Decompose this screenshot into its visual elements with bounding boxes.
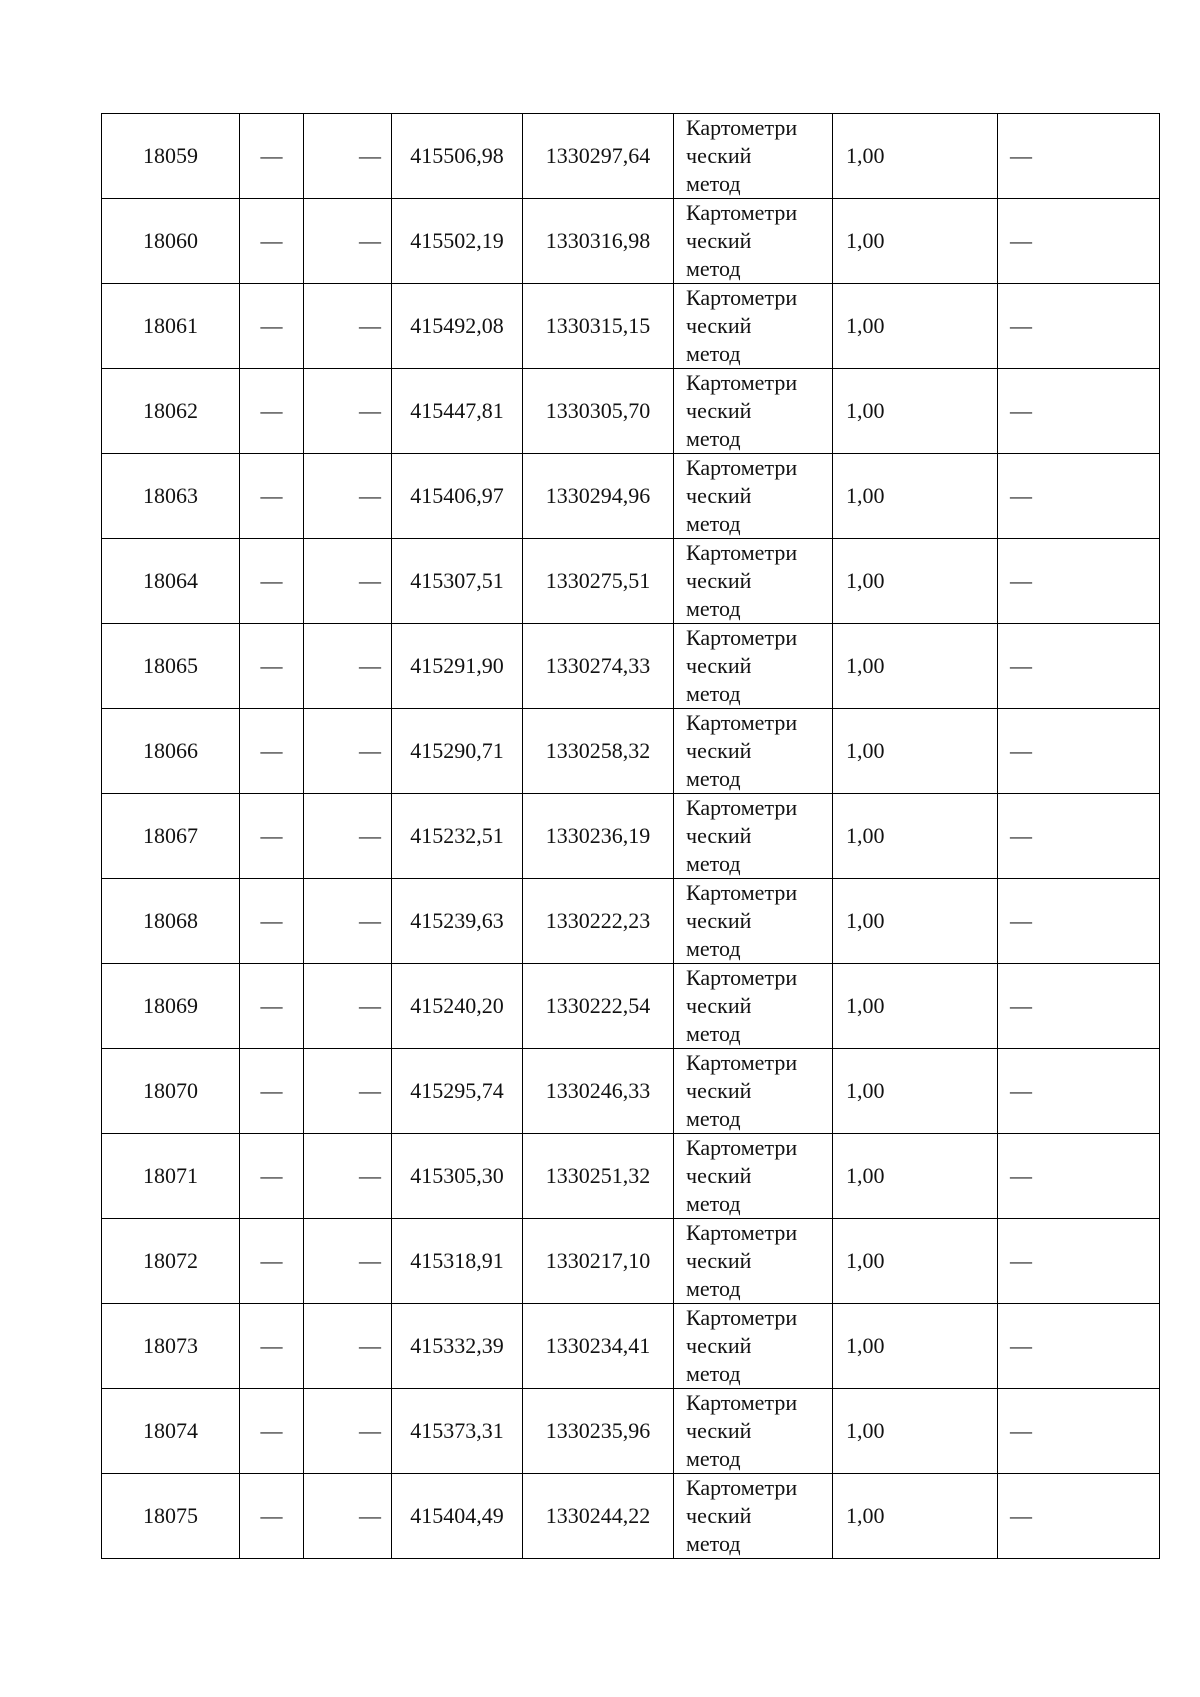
y-coordinate-cell xyxy=(523,1304,674,1389)
x-coordinate-text: 415502,19 xyxy=(410,228,504,253)
y-coordinate-text: 1330297,64 xyxy=(545,143,651,168)
empty-value-cell-3 xyxy=(998,539,1160,624)
point-number-cell xyxy=(102,1389,240,1474)
dash-placeholder: — xyxy=(359,908,381,933)
empty-value-cell-1 xyxy=(240,369,304,454)
empty-value-cell-1 xyxy=(240,964,304,1049)
dash-placeholder: — xyxy=(260,1163,283,1188)
empty-value-cell-2 xyxy=(304,1474,392,1559)
table-row xyxy=(102,454,1160,539)
method-text: Картометри ческий метод xyxy=(686,1050,798,1131)
y-coordinate-cell xyxy=(523,1219,674,1304)
precision-cell xyxy=(833,1389,998,1474)
precision-cell xyxy=(833,1219,998,1304)
empty-value-cell-2 xyxy=(304,454,392,539)
y-coordinate-text: 1330294,96 xyxy=(545,483,651,508)
dash-placeholder: — xyxy=(359,228,381,253)
precision-text: 1,00 xyxy=(846,1163,885,1188)
empty-value-cell-3 xyxy=(998,369,1160,454)
dash-placeholder: — xyxy=(260,1333,283,1358)
x-coordinate-cell xyxy=(392,1219,523,1304)
precision-text: 1,00 xyxy=(846,143,885,168)
empty-value-cell-2 xyxy=(304,539,392,624)
dash-placeholder: — xyxy=(1010,653,1032,678)
empty-value-cell-3 xyxy=(998,879,1160,964)
method-text: Картометри ческий метод xyxy=(686,795,798,876)
x-coordinate-cell xyxy=(392,199,523,284)
coordinates-table xyxy=(101,113,1160,1559)
point-number-text: 18068 xyxy=(143,908,198,933)
method-text: Картометри ческий метод xyxy=(686,710,798,791)
point-number-cell xyxy=(102,1049,240,1134)
y-coordinate-text: 1330316,98 xyxy=(545,228,651,253)
table-row xyxy=(102,1049,1160,1134)
dash-placeholder: — xyxy=(359,823,381,848)
x-coordinate-cell xyxy=(392,539,523,624)
method-text: Картометри ческий метод xyxy=(686,1390,798,1471)
x-coordinate-text: 415305,30 xyxy=(410,1163,504,1188)
point-number-text: 18061 xyxy=(143,313,198,338)
empty-value-cell-3 xyxy=(998,794,1160,879)
empty-value-cell-3 xyxy=(998,964,1160,1049)
empty-value-cell-1 xyxy=(240,539,304,624)
precision-text: 1,00 xyxy=(846,993,885,1018)
dash-placeholder: — xyxy=(359,1333,381,1358)
empty-value-cell-1 xyxy=(240,1304,304,1389)
point-number-cell xyxy=(102,114,240,199)
precision-cell xyxy=(833,1474,998,1559)
x-coordinate-cell xyxy=(392,1304,523,1389)
method-text: Картометри ческий метод xyxy=(686,1220,798,1301)
dash-placeholder: — xyxy=(260,568,283,593)
precision-text: 1,00 xyxy=(846,398,885,423)
y-coordinate-cell xyxy=(523,284,674,369)
y-coordinate-text: 1330251,32 xyxy=(545,1163,651,1188)
dash-placeholder: — xyxy=(260,908,283,933)
y-coordinate-cell xyxy=(523,879,674,964)
empty-value-cell-1 xyxy=(240,794,304,879)
empty-value-cell-1 xyxy=(240,114,304,199)
x-coordinate-text: 415406,97 xyxy=(410,483,504,508)
precision-cell xyxy=(833,369,998,454)
point-number-cell xyxy=(102,879,240,964)
dash-placeholder: — xyxy=(359,653,381,678)
empty-value-cell-3 xyxy=(998,114,1160,199)
point-number-cell xyxy=(102,624,240,709)
y-coordinate-cell xyxy=(523,199,674,284)
point-number-cell xyxy=(102,1304,240,1389)
point-number-text: 18072 xyxy=(143,1248,198,1273)
method-text: Картометри ческий метод xyxy=(686,1475,798,1556)
point-number-text: 18071 xyxy=(143,1163,198,1188)
dash-placeholder: — xyxy=(359,313,381,338)
empty-value-cell-1 xyxy=(240,1474,304,1559)
table-row xyxy=(102,539,1160,624)
dash-placeholder: — xyxy=(1010,143,1032,168)
dash-placeholder: — xyxy=(1010,313,1032,338)
precision-cell xyxy=(833,1304,998,1389)
precision-text: 1,00 xyxy=(846,823,885,848)
precision-text: 1,00 xyxy=(846,228,885,253)
dash-placeholder: — xyxy=(260,143,283,168)
method-cell xyxy=(674,1389,833,1474)
y-coordinate-cell xyxy=(523,1049,674,1134)
empty-value-cell-3 xyxy=(998,1219,1160,1304)
dash-placeholder: — xyxy=(359,1163,381,1188)
empty-value-cell-3 xyxy=(998,1134,1160,1219)
point-number-text: 18063 xyxy=(143,483,198,508)
method-cell xyxy=(674,114,833,199)
x-coordinate-text: 415492,08 xyxy=(410,313,504,338)
dash-placeholder: — xyxy=(260,1503,283,1528)
y-coordinate-cell xyxy=(523,1389,674,1474)
empty-value-cell-3 xyxy=(998,454,1160,539)
dash-placeholder: — xyxy=(359,1078,381,1103)
document-page xyxy=(101,113,1159,1559)
method-text: Картометри ческий метод xyxy=(686,455,798,536)
precision-text: 1,00 xyxy=(846,908,885,933)
precision-cell xyxy=(833,1134,998,1219)
y-coordinate-text: 1330217,10 xyxy=(545,1248,651,1273)
dash-placeholder: — xyxy=(1010,1418,1032,1443)
empty-value-cell-3 xyxy=(998,624,1160,709)
x-coordinate-cell xyxy=(392,879,523,964)
point-number-cell xyxy=(102,709,240,794)
precision-cell xyxy=(833,794,998,879)
empty-value-cell-2 xyxy=(304,1049,392,1134)
empty-value-cell-3 xyxy=(998,284,1160,369)
dash-placeholder: — xyxy=(260,313,283,338)
x-coordinate-text: 415290,71 xyxy=(410,738,504,763)
precision-cell xyxy=(833,624,998,709)
empty-value-cell-1 xyxy=(240,709,304,794)
empty-value-cell-1 xyxy=(240,284,304,369)
y-coordinate-cell xyxy=(523,709,674,794)
y-coordinate-text: 1330222,23 xyxy=(545,908,651,933)
empty-value-cell-2 xyxy=(304,624,392,709)
dash-placeholder: — xyxy=(1010,908,1032,933)
precision-text: 1,00 xyxy=(846,568,885,593)
point-number-cell xyxy=(102,794,240,879)
empty-value-cell-2 xyxy=(304,794,392,879)
point-number-cell xyxy=(102,284,240,369)
dash-placeholder: — xyxy=(1010,1333,1032,1358)
dash-placeholder: — xyxy=(1010,1078,1032,1103)
method-cell xyxy=(674,1304,833,1389)
method-cell xyxy=(674,539,833,624)
method-cell xyxy=(674,369,833,454)
point-number-text: 18067 xyxy=(143,823,198,848)
dash-placeholder: — xyxy=(1010,228,1032,253)
x-coordinate-cell xyxy=(392,1134,523,1219)
x-coordinate-text: 415291,90 xyxy=(410,653,504,678)
point-number-cell xyxy=(102,964,240,1049)
point-number-cell xyxy=(102,454,240,539)
x-coordinate-text: 415240,20 xyxy=(410,993,504,1018)
point-number-cell xyxy=(102,1134,240,1219)
method-cell xyxy=(674,964,833,1049)
empty-value-cell-2 xyxy=(304,1389,392,1474)
point-number-cell xyxy=(102,1474,240,1559)
x-coordinate-cell xyxy=(392,114,523,199)
y-coordinate-text: 1330246,33 xyxy=(545,1078,651,1103)
method-text: Картометри ческий метод xyxy=(686,1135,798,1216)
point-number-text: 18074 xyxy=(143,1418,198,1443)
table-row xyxy=(102,624,1160,709)
empty-value-cell-1 xyxy=(240,454,304,539)
empty-value-cell-1 xyxy=(240,1049,304,1134)
point-number-text: 18066 xyxy=(143,738,198,763)
dash-placeholder: — xyxy=(1010,568,1032,593)
x-coordinate-cell xyxy=(392,369,523,454)
method-cell xyxy=(674,454,833,539)
point-number-cell xyxy=(102,369,240,454)
y-coordinate-cell xyxy=(523,1474,674,1559)
precision-text: 1,00 xyxy=(846,1418,885,1443)
table-row xyxy=(102,879,1160,964)
method-cell xyxy=(674,709,833,794)
dash-placeholder: — xyxy=(1010,1503,1032,1528)
x-coordinate-cell xyxy=(392,1474,523,1559)
precision-text: 1,00 xyxy=(846,1503,885,1528)
empty-value-cell-3 xyxy=(998,1049,1160,1134)
x-coordinate-cell xyxy=(392,794,523,879)
x-coordinate-cell xyxy=(392,709,523,794)
dash-placeholder: — xyxy=(260,653,283,678)
empty-value-cell-1 xyxy=(240,1134,304,1219)
table-row xyxy=(102,284,1160,369)
method-text: Картометри ческий метод xyxy=(686,880,798,961)
dash-placeholder: — xyxy=(359,483,381,508)
empty-value-cell-2 xyxy=(304,284,392,369)
point-number-text: 18073 xyxy=(143,1333,198,1358)
y-coordinate-cell xyxy=(523,114,674,199)
y-coordinate-cell xyxy=(523,794,674,879)
x-coordinate-text: 415332,39 xyxy=(410,1333,504,1358)
point-number-text: 18059 xyxy=(143,143,198,168)
empty-value-cell-3 xyxy=(998,1389,1160,1474)
precision-cell xyxy=(833,1049,998,1134)
precision-text: 1,00 xyxy=(846,313,885,338)
precision-text: 1,00 xyxy=(846,738,885,763)
x-coordinate-cell xyxy=(392,1389,523,1474)
dash-placeholder: — xyxy=(260,738,283,763)
table-row xyxy=(102,709,1160,794)
x-coordinate-text: 415318,91 xyxy=(410,1248,504,1273)
method-cell xyxy=(674,624,833,709)
method-cell xyxy=(674,284,833,369)
dash-placeholder: — xyxy=(1010,993,1032,1018)
empty-value-cell-3 xyxy=(998,199,1160,284)
x-coordinate-cell xyxy=(392,284,523,369)
point-number-cell xyxy=(102,1219,240,1304)
empty-value-cell-3 xyxy=(998,1304,1160,1389)
y-coordinate-text: 1330236,19 xyxy=(545,823,651,848)
y-coordinate-text: 1330258,32 xyxy=(545,738,651,763)
method-cell xyxy=(674,794,833,879)
method-cell xyxy=(674,1049,833,1134)
precision-cell xyxy=(833,709,998,794)
empty-value-cell-3 xyxy=(998,1474,1160,1559)
table-row xyxy=(102,1389,1160,1474)
y-coordinate-text: 1330234,41 xyxy=(545,1333,651,1358)
point-number-text: 18062 xyxy=(143,398,198,423)
x-coordinate-text: 415232,51 xyxy=(410,823,504,848)
table-row xyxy=(102,369,1160,454)
method-cell xyxy=(674,1474,833,1559)
dash-placeholder: — xyxy=(1010,738,1032,763)
y-coordinate-cell xyxy=(523,369,674,454)
empty-value-cell-2 xyxy=(304,114,392,199)
dash-placeholder: — xyxy=(260,228,283,253)
table-body xyxy=(102,114,1160,1559)
x-coordinate-cell xyxy=(392,624,523,709)
y-coordinate-text: 1330274,33 xyxy=(545,653,651,678)
dash-placeholder: — xyxy=(1010,1248,1032,1273)
table-row xyxy=(102,794,1160,879)
empty-value-cell-1 xyxy=(240,879,304,964)
empty-value-cell-1 xyxy=(240,199,304,284)
precision-cell xyxy=(833,114,998,199)
empty-value-cell-2 xyxy=(304,1134,392,1219)
precision-cell xyxy=(833,284,998,369)
method-text: Картометри ческий метод xyxy=(686,965,798,1046)
y-coordinate-cell xyxy=(523,1134,674,1219)
method-text: Картометри ческий метод xyxy=(686,370,798,451)
empty-value-cell-2 xyxy=(304,964,392,1049)
dash-placeholder: — xyxy=(260,1248,283,1273)
method-text: Картометри ческий метод xyxy=(686,1305,798,1386)
point-number-text: 18069 xyxy=(143,993,198,1018)
y-coordinate-text: 1330305,70 xyxy=(545,398,651,423)
x-coordinate-text: 415295,74 xyxy=(410,1078,504,1103)
dash-placeholder: — xyxy=(359,143,381,168)
y-coordinate-text: 1330222,54 xyxy=(545,993,651,1018)
dash-placeholder: — xyxy=(260,993,283,1018)
method-cell xyxy=(674,1219,833,1304)
dash-placeholder: — xyxy=(260,823,283,848)
method-text: Картометри ческий метод xyxy=(686,200,798,281)
empty-value-cell-2 xyxy=(304,709,392,794)
precision-cell xyxy=(833,199,998,284)
dash-placeholder: — xyxy=(359,1418,381,1443)
method-text: Картометри ческий метод xyxy=(686,540,798,621)
table-row xyxy=(102,199,1160,284)
empty-value-cell-1 xyxy=(240,1219,304,1304)
y-coordinate-cell xyxy=(523,964,674,1049)
empty-value-cell-1 xyxy=(240,624,304,709)
table-row xyxy=(102,1304,1160,1389)
point-number-text: 18075 xyxy=(143,1503,198,1528)
x-coordinate-text: 415506,98 xyxy=(410,143,504,168)
dash-placeholder: — xyxy=(359,1248,381,1273)
dash-placeholder: — xyxy=(359,993,381,1018)
dash-placeholder: — xyxy=(260,1078,283,1103)
dash-placeholder: — xyxy=(359,398,381,423)
dash-placeholder: — xyxy=(1010,823,1032,848)
table-row xyxy=(102,114,1160,199)
empty-value-cell-2 xyxy=(304,199,392,284)
y-coordinate-text: 1330275,51 xyxy=(545,568,651,593)
y-coordinate-cell xyxy=(523,454,674,539)
precision-cell xyxy=(833,964,998,1049)
dash-placeholder: — xyxy=(260,398,283,423)
point-number-cell xyxy=(102,199,240,284)
precision-text: 1,00 xyxy=(846,1248,885,1273)
x-coordinate-text: 415404,49 xyxy=(410,1503,504,1528)
x-coordinate-text: 415307,51 xyxy=(410,568,504,593)
dash-placeholder: — xyxy=(1010,1163,1032,1188)
y-coordinate-cell xyxy=(523,539,674,624)
point-number-text: 18070 xyxy=(143,1078,198,1103)
dash-placeholder: — xyxy=(359,1503,381,1528)
table-row xyxy=(102,1134,1160,1219)
dash-placeholder: — xyxy=(1010,398,1032,423)
empty-value-cell-1 xyxy=(240,1389,304,1474)
table-row xyxy=(102,964,1160,1049)
precision-cell xyxy=(833,539,998,624)
precision-cell xyxy=(833,454,998,539)
y-coordinate-text: 1330244,22 xyxy=(545,1503,651,1528)
point-number-text: 18060 xyxy=(143,228,198,253)
method-cell xyxy=(674,1134,833,1219)
method-cell xyxy=(674,199,833,284)
method-text: Картометри ческий метод xyxy=(686,285,798,366)
empty-value-cell-3 xyxy=(998,709,1160,794)
table-row xyxy=(102,1219,1160,1304)
dash-placeholder: — xyxy=(1010,483,1032,508)
method-cell xyxy=(674,879,833,964)
y-coordinate-text: 1330235,96 xyxy=(545,1418,651,1443)
dash-placeholder: — xyxy=(260,483,283,508)
dash-placeholder: — xyxy=(260,1418,283,1443)
y-coordinate-text: 1330315,15 xyxy=(545,313,651,338)
dash-placeholder: — xyxy=(359,738,381,763)
y-coordinate-cell xyxy=(523,624,674,709)
precision-text: 1,00 xyxy=(846,653,885,678)
empty-value-cell-2 xyxy=(304,1219,392,1304)
x-coordinate-text: 415373,31 xyxy=(410,1418,504,1443)
point-number-text: 18065 xyxy=(143,653,198,678)
method-text: Картометри ческий метод xyxy=(686,625,798,706)
precision-text: 1,00 xyxy=(846,1333,885,1358)
point-number-text: 18064 xyxy=(143,568,198,593)
empty-value-cell-2 xyxy=(304,1304,392,1389)
x-coordinate-cell xyxy=(392,1049,523,1134)
method-text: Картометри ческий метод xyxy=(686,115,798,196)
dash-placeholder: — xyxy=(359,568,381,593)
x-coordinate-cell xyxy=(392,964,523,1049)
point-number-cell xyxy=(102,539,240,624)
x-coordinate-cell xyxy=(392,454,523,539)
precision-text: 1,00 xyxy=(846,1078,885,1103)
table-row xyxy=(102,1474,1160,1559)
empty-value-cell-2 xyxy=(304,369,392,454)
precision-cell xyxy=(833,879,998,964)
empty-value-cell-2 xyxy=(304,879,392,964)
x-coordinate-text: 415239,63 xyxy=(410,908,504,933)
precision-text: 1,00 xyxy=(846,483,885,508)
x-coordinate-text: 415447,81 xyxy=(410,398,504,423)
